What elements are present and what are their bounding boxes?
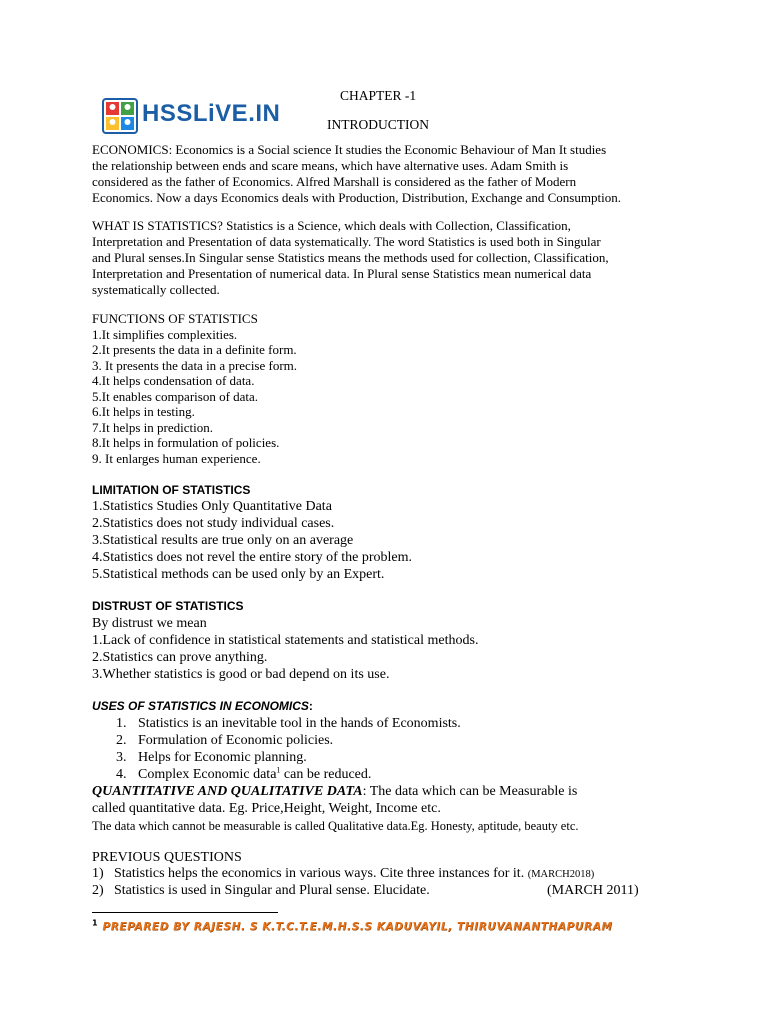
quant-line bbox=[92, 784, 577, 800]
list-number: 3. bbox=[116, 750, 127, 765]
list-item: 6.It helps in testing. bbox=[92, 404, 195, 419]
hsslive-logo bbox=[102, 98, 292, 134]
list-item: 4.It helps condensation of data. bbox=[92, 373, 255, 388]
list-item: 2.Statistics can prove anything. bbox=[92, 650, 268, 665]
footnote bbox=[92, 918, 613, 933]
list-number: 2. bbox=[116, 733, 127, 748]
qual-line: The data which cannot be measurable is called Qualitative data.Eg. Honesty, aptitude, beauty etc. bbox=[92, 819, 579, 833]
paragraph-line: and Plural senses.In Singular sense Statistics means the methods used for collection, Classification, bbox=[92, 250, 609, 265]
logo-text: HSSLiVE.IN bbox=[142, 100, 281, 127]
footnote-ref[interactable]: 1 bbox=[276, 765, 281, 775]
page-title: INTRODUCTION bbox=[327, 117, 429, 132]
distrust-heading: DISTRUST OF STATISTICS bbox=[92, 599, 244, 613]
list-text: Helps for Economic planning. bbox=[138, 750, 307, 765]
footnote-mark: 1 bbox=[92, 918, 99, 928]
quant-line-2: called quantitative data. Eg. Price,Height, Weight, Income etc. bbox=[92, 801, 441, 816]
footnote-text: PREPARED BY RAJESH. S K.T.C.T.E.M.H.S.S KADUVAYIL, THIRUVANANTHAPURAM bbox=[102, 921, 613, 933]
question-tag: (MARCH 2011) bbox=[547, 883, 639, 898]
question-2 bbox=[92, 883, 430, 899]
paragraph-line: Economics. Now a days Economics deals with Production, Distribution, Exchange and Consumption. bbox=[92, 190, 621, 205]
list-item: 2.Statistics does not study individual cases. bbox=[92, 516, 335, 531]
uses-heading bbox=[92, 699, 313, 713]
footnote-divider bbox=[92, 912, 278, 913]
chapter-label: CHAPTER -1 bbox=[340, 88, 417, 103]
list-item bbox=[116, 767, 371, 783]
list-item: By distrust we mean bbox=[92, 616, 207, 631]
list-item: 4.Statistics does not revel the entire story of the problem. bbox=[92, 550, 412, 565]
limitation-heading: LIMITATION OF STATISTICS bbox=[92, 483, 251, 497]
list-text: Complex Economic data bbox=[138, 767, 277, 782]
list-text: Formulation of Economic policies. bbox=[138, 733, 334, 748]
people-logo-icon bbox=[102, 98, 138, 134]
paragraph-line: ECONOMICS: Economics is a Social science It studies the Economic Behaviour of Man It studies bbox=[92, 142, 607, 157]
uses-heading-colon: : bbox=[308, 699, 313, 713]
question-number: 1) bbox=[92, 866, 104, 881]
previous-heading: PREVIOUS QUESTIONS bbox=[92, 850, 242, 865]
list-item: 2.It presents the data in a definite form. bbox=[92, 342, 297, 357]
list-item: 5.It enables comparison of data. bbox=[92, 389, 259, 404]
question-text: Statistics is used in Singular and Plural sense. Elucidate. bbox=[114, 883, 430, 898]
list-item bbox=[116, 733, 333, 749]
list-item bbox=[116, 750, 307, 766]
list-item: 3.Whether statistics is good or bad depend on its use. bbox=[92, 667, 390, 682]
paragraph-line: Interpretation and Presentation of data systematically. The word Statistics is used both in Singular bbox=[92, 234, 601, 249]
paragraph-line: considered as the father of Economics. Alfred Marshall is considered as the father of Modern bbox=[92, 174, 577, 189]
paragraph-line: the relationship between ends and scare means, which have alternative uses. Adam Smith is bbox=[92, 158, 569, 173]
uses-heading-text: USES OF STATISTICS IN ECONOMICS bbox=[92, 699, 309, 713]
question-1 bbox=[92, 866, 594, 883]
paragraph-line: Interpretation and Presentation of numerical data. In Plural sense Statistics mean numerical data bbox=[92, 266, 592, 281]
list-number: 1. bbox=[116, 716, 127, 731]
functions-heading: FUNCTIONS OF STATISTICS bbox=[92, 311, 258, 326]
list-item: 3.Statistical results are true only on an average bbox=[92, 533, 354, 548]
list-item: 7.It helps in prediction. bbox=[92, 420, 213, 435]
list-text: Statistics is an inevitable tool in the hands of Economists. bbox=[138, 716, 461, 731]
question-text: Statistics helps the economics in various ways. Cite three instances for it. bbox=[114, 866, 525, 881]
list-item: 5.Statistical methods can be used only by an Expert. bbox=[92, 567, 385, 582]
list-number: 4. bbox=[116, 767, 127, 782]
list-item bbox=[116, 716, 461, 732]
list-item: 1.Lack of confidence in statistical statements and statistical methods. bbox=[92, 633, 479, 648]
quant-text: : The data which can be Measurable is bbox=[362, 784, 578, 799]
list-text-rest: can be reduced. bbox=[280, 767, 372, 782]
paragraph-line: WHAT IS STATISTICS? Statistics is a Science, which deals with Collection, Classification, bbox=[92, 218, 571, 233]
quant-heading: QUANTITATIVE AND QUALITATIVE DATA bbox=[92, 784, 363, 799]
paragraph-line: systematically collected. bbox=[92, 282, 220, 297]
list-item: 1.Statistics Studies Only Quantitative Data bbox=[92, 499, 332, 514]
question-number: 2) bbox=[92, 883, 104, 898]
list-item: 8.It helps in formulation of policies. bbox=[92, 435, 280, 450]
list-item: 1.It simplifies complexities. bbox=[92, 327, 238, 342]
list-item: 3. It presents the data in a precise form. bbox=[92, 358, 298, 373]
list-item: 9. It enlarges human experience. bbox=[92, 451, 261, 466]
question-tag: (MARCH2018) bbox=[527, 869, 595, 880]
